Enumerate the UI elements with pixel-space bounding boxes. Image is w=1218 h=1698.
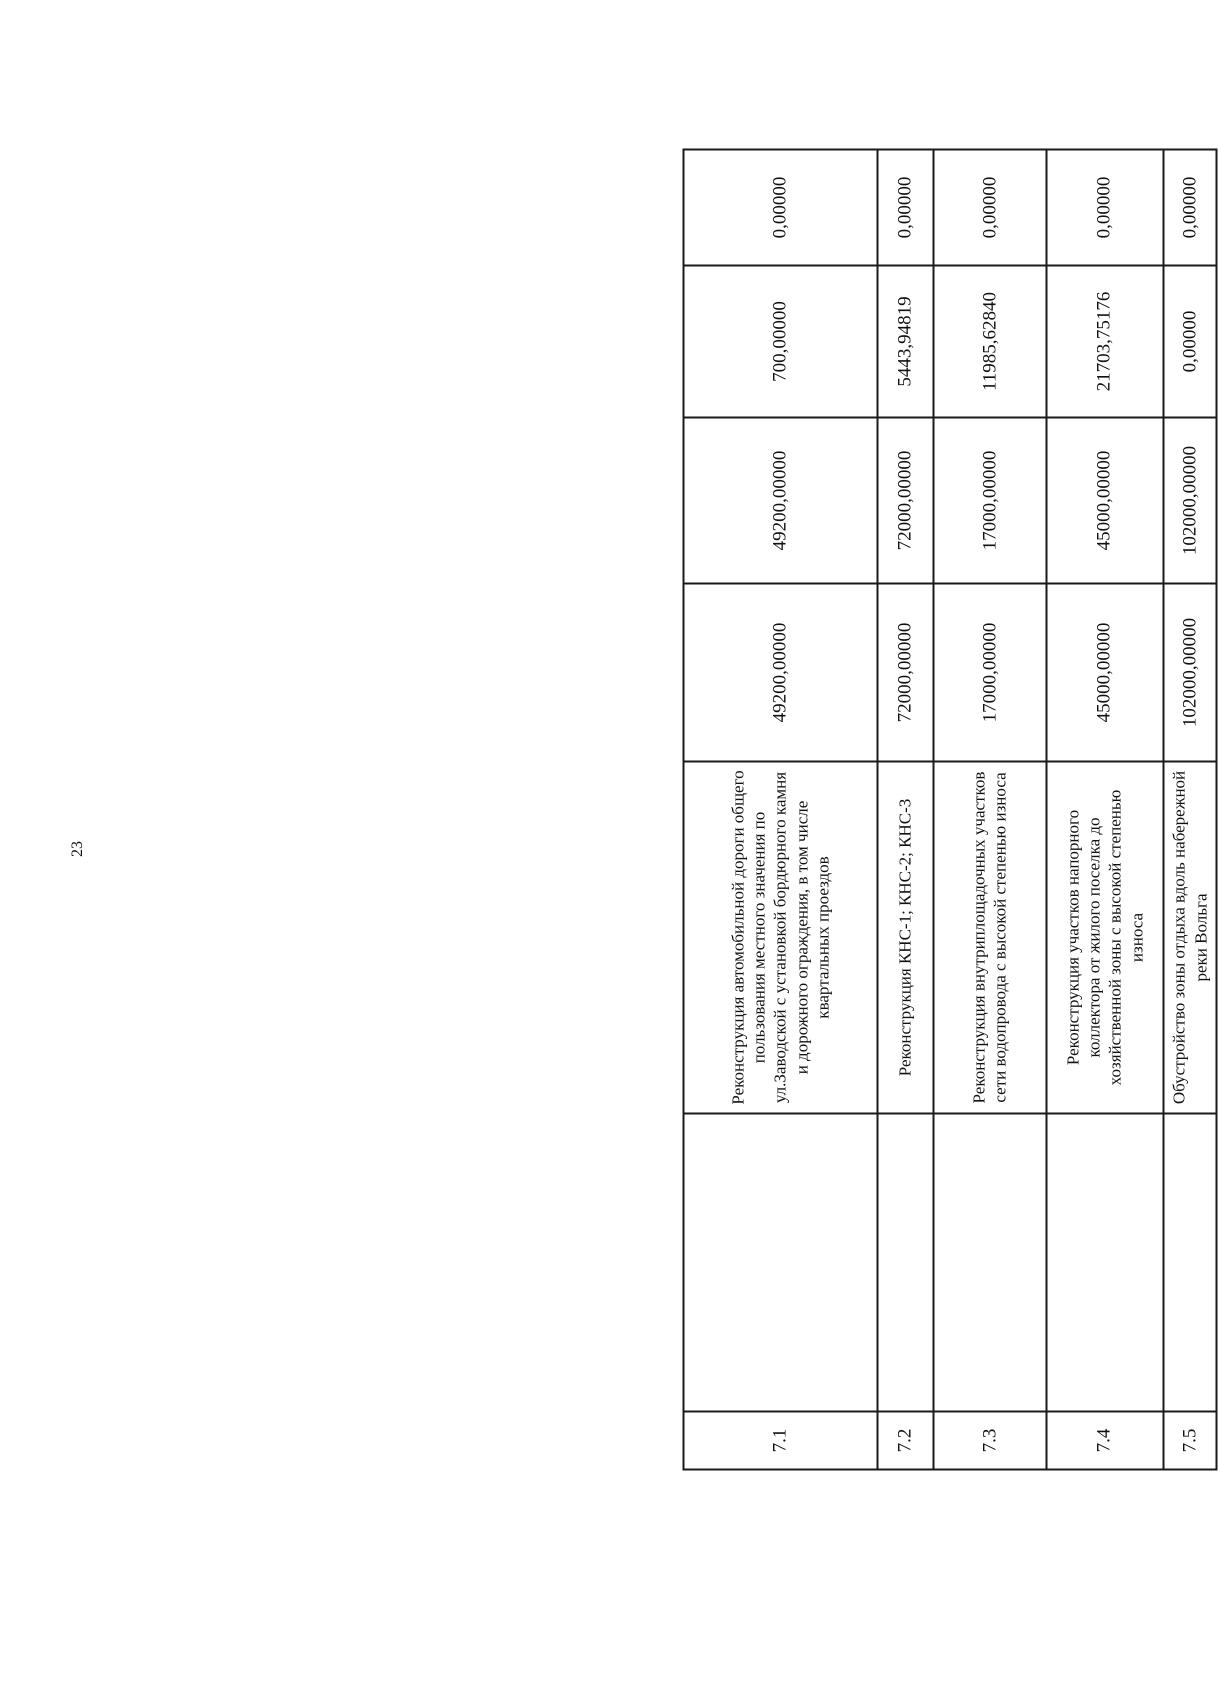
value1-cell: 72000,00000 <box>877 584 934 762</box>
value1-cell: 102000,00000 <box>1164 584 1217 762</box>
row-number-cell: 7.3 <box>934 1412 1046 1470</box>
value1-cell: 45000,00000 <box>1046 584 1164 762</box>
value3-cell: 11985,62840 <box>934 266 1046 418</box>
row-number-cell: 7.2 <box>877 1412 934 1470</box>
value3-cell: 5443,94819 <box>877 266 934 418</box>
value2-cell: 102000,00000 <box>1164 418 1217 584</box>
value1-cell: 49200,00000 <box>684 584 878 762</box>
value2-cell: 72000,00000 <box>877 418 934 584</box>
page-number: 23 <box>69 841 86 857</box>
row-number-cell: 7.1 <box>684 1412 878 1470</box>
item-name-cell: Реконструкция КНС-1; КНС-2; КНС-3 <box>877 762 934 1114</box>
row-number-cell: 7.4 <box>1046 1412 1164 1470</box>
group-cell <box>684 1114 878 1412</box>
value1-cell: 17000,00000 <box>934 584 1046 762</box>
row-number-cell: 7.5 <box>1164 1412 1217 1470</box>
group-cell <box>934 1114 1046 1412</box>
value4-cell: 0,00000 <box>934 150 1046 266</box>
value4-cell: 0,00000 <box>1046 150 1164 266</box>
data-table <box>683 149 1218 1471</box>
group-cell <box>1164 1114 1217 1412</box>
table-container <box>683 151 1218 1471</box>
value3-cell: 0,00000 <box>1164 266 1217 418</box>
item-name-cell: Обустройство зоны отдыха вдоль набережной реки Вольга <box>1164 762 1217 1114</box>
group-cell <box>877 1114 934 1412</box>
value2-cell: 17000,00000 <box>934 418 1046 584</box>
value3-cell: 700,00000 <box>684 266 878 418</box>
table-row <box>684 150 878 1470</box>
table-row <box>1046 150 1164 1470</box>
group-cell <box>1046 1114 1164 1412</box>
value4-cell: 0,00000 <box>877 150 934 266</box>
item-name-cell: Реконструкция участков напорного коллектора от жилого поселка до хозяйственной зоны с высокой степенью износа <box>1046 762 1164 1114</box>
item-name-cell: Реконструкция автомобильной дороги общего пользования местного значения по ул.Заводской с установкой бордюрного камня и дорожного ограждения, в том числе квартальных проездов <box>684 762 878 1114</box>
value2-cell: 45000,00000 <box>1046 418 1164 584</box>
value4-cell: 0,00000 <box>684 150 878 266</box>
value3-cell: 21703,75176 <box>1046 266 1164 418</box>
value2-cell: 49200,00000 <box>684 418 878 584</box>
table-row <box>1164 150 1217 1470</box>
table-row <box>934 150 1046 1470</box>
value4-cell: 0,00000 <box>1164 150 1217 266</box>
table-row <box>877 150 934 1470</box>
item-name-cell: Реконструкция внутриплощадочных участков сети водопровода с высокой степенью износа <box>934 762 1046 1114</box>
